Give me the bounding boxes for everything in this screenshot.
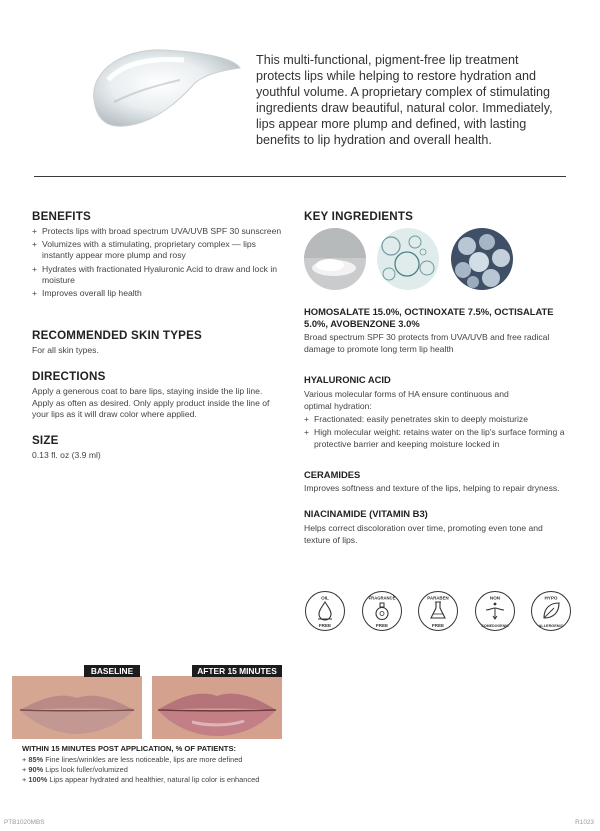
benefits-heading: BENEFITS (32, 210, 91, 223)
skin-types-heading: RECOMMENDED SKIN TYPES (32, 329, 202, 342)
pore-icon (486, 603, 504, 619)
directions-text: Apply a generous coat to bare lips, staying inside the lip line. Apply as often as desired. Only apply product inside the line of your lips as it will draw color where applied. (32, 386, 270, 420)
ceramides-ingredient (304, 469, 579, 495)
result-percent: 85% (28, 755, 44, 764)
result-text: Lips look fuller/volumized (45, 765, 128, 774)
badge-bottom-label: COMEDOGENIC (481, 624, 509, 628)
list-item: + Improves overall lip health (32, 288, 282, 299)
directions-heading: DIRECTIONS (32, 370, 106, 383)
after-lips-photo (152, 676, 282, 739)
result-row: + 100% Lips appear hydrated and healthier, natural lip color is enhanced (22, 775, 260, 784)
hyaluronic-text: Various molecular forms of HA ensure continuous and optimal hydration: (304, 389, 509, 411)
badge-top-label: FRAGRANCE (368, 595, 396, 601)
result-text: Fine lines/wrinkles are less noticeable, lips are more defined (45, 755, 243, 764)
result-text: Lips appear hydrated and healthier, natural lip color is enhanced (49, 775, 260, 784)
section-divider (34, 176, 566, 177)
sunscreen-text: Broad spectrum SPF 30 protects from UVA/UVB and free radical damage to promote long term lip health (304, 332, 550, 354)
fragrance-free-badge (361, 590, 403, 632)
hypoallergenic-badge (530, 590, 572, 632)
flask-icon (431, 602, 445, 618)
list-item: + High molecular weight: retains water on the lip's surface forming a protective barrier and keeping moisture locked in (304, 427, 566, 449)
non-comedogenic-badge (474, 590, 516, 632)
ingredient-image-bubbles-light (377, 228, 439, 290)
paraben-free-badge (417, 590, 459, 632)
intro-paragraph: This multi-functional, pigment-free lip treatment protects lips while helping to restore hydration and youthful volume. A proprietary complex of stimulating ingredients draw beautiful, natural color. Immediately, lips appear more plump and defined, with lasting benefits to lip hydration and overall health. (256, 53, 553, 147)
hyaluronic-title: HYALURONIC ACID (304, 374, 391, 385)
benefits-list (32, 226, 282, 299)
niacinamide-title: NIACINAMIDE (VITAMIN B3) (304, 508, 428, 519)
baseline-label: BASELINE (84, 665, 140, 677)
size-heading: SIZE (32, 434, 59, 447)
badge-top-label: OIL (321, 595, 329, 601)
result-percent: 90% (28, 765, 44, 774)
badge-bottom-label: FREE (318, 623, 332, 628)
hyaluronic-ingredient (304, 374, 566, 452)
product-smear-image (84, 40, 244, 132)
badge-bottom-label: FREE (375, 623, 389, 628)
bottle-icon (376, 603, 388, 620)
ceramides-title: CERAMIDES (304, 469, 361, 480)
niacinamide-ingredient (304, 508, 566, 546)
result-row: + 90% Lips look fuller/volumized (22, 765, 128, 774)
ingredient-image-bubbles-dark (451, 228, 513, 290)
sunscreen-title: HOMOSALATE 15.0%, OCTINOXATE 7.5%, OCTISALATE 5.0%, AVOBENZONE 3.0% (304, 306, 554, 329)
badge-top-label: NON (489, 595, 501, 601)
results-title: WITHIN 15 MINUTES POST APPLICATION, % OF PATIENTS: (22, 744, 237, 753)
footer-code-left: PTB1020MBS (4, 819, 45, 826)
list-item: + Volumizes with a stimulating, proprietary complex — lips instantly appear more plump and rosy (32, 239, 282, 261)
leaf-icon (544, 603, 559, 618)
result-row: + 85% Fine lines/wrinkles are less noticeable, lips are more defined (22, 755, 243, 764)
ceramides-text: Improves softness and texture of the lips, helping to repair dryness. (304, 483, 560, 493)
badge-bottom-label: FREE (431, 623, 445, 628)
skin-types-text: For all skin types. (32, 345, 99, 355)
badge-top-label: HYPO (544, 595, 558, 601)
baseline-lips-photo (12, 676, 142, 739)
size-text: 0.13 fl. oz (3.9 ml) (32, 450, 101, 460)
clinical-results (22, 744, 312, 785)
skin-types-section (32, 329, 282, 357)
badge-bottom-label: ALLERGENIC (538, 624, 564, 628)
footer-code-right: R1023 (575, 819, 594, 826)
directions-section (32, 370, 272, 421)
hyaluronic-list (304, 414, 566, 450)
ingredient-image-powder (304, 228, 366, 290)
benefits-section (32, 210, 282, 301)
list-item: + Protects lips with broad spectrum UVA/UVB SPF 30 sunscreen (32, 226, 282, 237)
key-ingredients-heading: KEY INGREDIENTS (304, 210, 414, 223)
after-15-minutes-label: AFTER 15 MINUTES (192, 665, 282, 677)
list-item: + Fractionated: easily penetrates skin to deeply moisturize (304, 414, 566, 425)
badge-top-label: PARABEN (427, 595, 449, 601)
result-percent: 100% (28, 775, 48, 784)
niacinamide-text: Helps correct discoloration over time, promoting even tone and texture of lips. (304, 523, 543, 545)
oil-free-badge (304, 590, 346, 632)
list-item: + Hydrates with fractionated Hyaluronic Acid to draw and lock in moisture (32, 264, 282, 286)
size-section (32, 434, 272, 462)
drop-icon (318, 602, 332, 620)
sunscreen-ingredient (304, 306, 566, 355)
